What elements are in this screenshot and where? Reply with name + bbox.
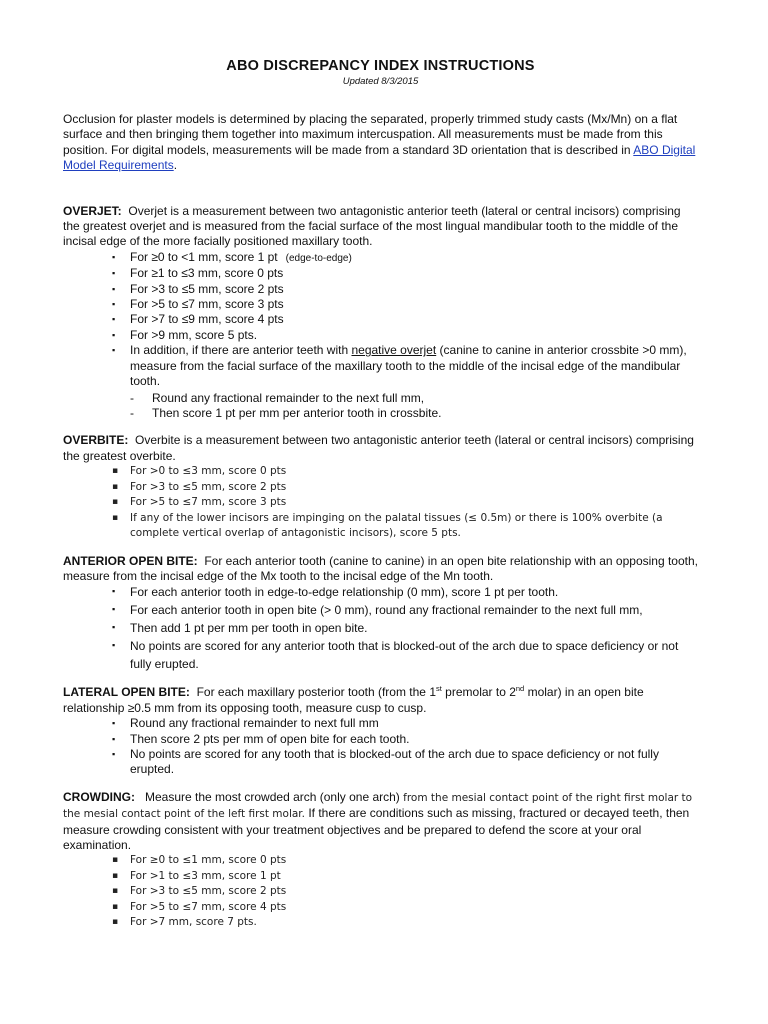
list-item	[112, 327, 698, 343]
list-item	[112, 716, 698, 731]
dash-icon: -	[130, 390, 134, 405]
list-item	[112, 900, 698, 916]
anterior-open-bite-section	[63, 554, 698, 674]
list-item	[112, 602, 698, 620]
bullet-icon: ▪	[112, 886, 119, 897]
list-item-text: For ≥0 to <1 mm, score 1 pt	[130, 249, 278, 264]
list-item	[112, 495, 698, 511]
list-item	[112, 312, 698, 327]
list-item	[112, 343, 698, 421]
bullet-icon: ▪	[112, 314, 116, 325]
bullet-icon: ▪	[112, 497, 119, 508]
overbite-section	[63, 433, 698, 541]
intro-paragraph	[63, 112, 698, 174]
bullet-icon: ▪	[112, 870, 119, 881]
edge-note: (edge-to-edge)	[285, 252, 352, 264]
crowding-description: from the mesial contact point of the right first molar to the mesial contact point of the left first molar.	[63, 791, 693, 821]
overjet-description: Overjet is a measurement between two antagonistic anterior teeth (lateral or central incisors) comprising the greatest overjet and is measured from the facial surface of the most lingual mandibular tooth to the middle of the incisal edge of the more facially positioned maxillary tooth.	[63, 203, 681, 249]
bullet-icon: ▪	[112, 283, 116, 294]
overbite-heading: OVERBITE:	[63, 433, 129, 448]
ordinal-superscript: st	[436, 684, 442, 694]
list-item-text: For >3 to ≤5 mm, score 2 pts	[130, 480, 287, 493]
lateral-open-bite-list	[63, 716, 698, 778]
bullet-icon: ▪	[112, 329, 116, 340]
list-item-text: Then add 1 pt per mm per tooth in open bite.	[130, 621, 368, 636]
list-item	[112, 511, 698, 542]
bullet-icon: ▪	[112, 604, 116, 615]
list-item	[112, 584, 698, 602]
anterior-open-bite-heading: ANTERIOR OPEN BITE:	[63, 553, 198, 568]
bullet-icon: ▪	[112, 917, 119, 928]
list-item	[112, 731, 698, 747]
lateral-open-bite-description: For each maxillary posterior tooth (from the 1	[196, 685, 436, 700]
list-item	[112, 853, 698, 869]
list-item	[112, 747, 698, 778]
bullet-icon: ▪	[112, 622, 116, 633]
list-item-text: For >9 mm, score 5 pts.	[130, 327, 258, 342]
lateral-open-bite-description: molar) in an open bite relationship ≥0.5 mm from its opposing tooth, measure cusp to cusp.	[63, 685, 644, 715]
updated-date: Updated 8/3/2015	[342, 76, 419, 87]
lateral-open-bite-section	[63, 685, 698, 777]
overjet-section	[63, 204, 698, 422]
list-item-text: For >1 to ≤3 mm, score 1 pt	[130, 869, 281, 882]
crowding-description: If there are conditions such as missing, fractured or decayed teeth, then measure crowding consistent with your treatment objectives and be prepared to defend the score at your oral examination.	[63, 806, 690, 853]
bullet-icon: ▪	[112, 901, 119, 912]
list-item-text: For >7 to ≤9 mm, score 4 pts	[130, 312, 284, 327]
lateral-open-bite-heading: LATERAL OPEN BITE:	[63, 685, 190, 700]
bullet-icon: ▪	[112, 586, 116, 597]
list-item-text: (canine to canine in anterior crossbite >0 mm), measure from the facial surface of the maxillary tooth to the middle of the incisal edge of the mandibular tooth.	[130, 343, 687, 389]
bullet-icon: ▪	[112, 299, 116, 310]
list-item-text: In addition, if there are anterior teeth with	[130, 343, 352, 358]
overjet-list	[63, 250, 698, 421]
list-item	[112, 281, 698, 297]
list-item-text: No points are scored for any anterior tooth that is blocked-out of the arch due to space deficiency or not fully erupted.	[130, 638, 679, 671]
bullet-icon: ▪	[112, 268, 116, 279]
list-item-text: For >5 to ≤7 mm, score 4 pts	[130, 900, 287, 913]
crowding-section	[63, 790, 698, 931]
list-item-text: For each anterior tooth in edge-to-edge relationship (0 mm), score 1 pt per tooth.	[130, 585, 559, 600]
page-title: ABO DISCREPANCY INDEX INSTRUCTIONS	[226, 58, 535, 74]
list-item	[112, 480, 698, 496]
negative-overjet-term: negative overjet	[351, 343, 437, 358]
crowding-list	[63, 853, 698, 931]
intro-text: Occlusion for plaster models is determined by placing the separated, properly trimmed study casts (Mx/Mn) on a flat surface and then bringing them together into maximum intercuspation. All measurements must be made from this position. For digital models, measurements will be made from a standard 3D orientation that is described in	[63, 112, 678, 157]
list-item-text: No points are scored for any tooth that is blocked-out of the arch due to space deficiency or not fully erupted.	[130, 747, 659, 777]
list-item	[112, 266, 698, 281]
list-item-text: For ≥0 to ≤1 mm, score 0 pts	[130, 854, 287, 867]
overbite-description: Overbite is a measurement between two antagonistic anterior teeth (lateral or central incisors) comprising the greatest overbite.	[63, 433, 694, 463]
list-item	[112, 638, 698, 674]
list-item-text: Round any fractional remainder to next full mm	[130, 716, 379, 731]
bullet-icon: ▪	[112, 251, 116, 262]
overjet-heading: OVERJET:	[63, 203, 122, 218]
list-item-text: For >3 to ≤5 mm, score 2 pts	[130, 885, 287, 898]
bullet-icon: ▪	[112, 481, 119, 492]
lateral-open-bite-description: premolar to 2	[441, 685, 516, 700]
list-item	[112, 884, 698, 900]
dash-item	[130, 405, 698, 421]
anterior-open-bite-description: For each anterior tooth (canine to canine) in an open bite relationship with an opposing tooth, measure from the incisal edge of the Mx tooth to the incisal edge of the Mn tooth.	[63, 553, 698, 584]
bullet-icon: ▪	[112, 718, 116, 729]
abo-digital-model-link[interactable]: ABO Digital Model Requirements	[63, 142, 696, 173]
list-item-text: For ≥1 to ≤3 mm, score 0 pts	[130, 266, 284, 281]
list-item-text: For >5 to ≤7 mm, score 3 pts	[130, 496, 287, 509]
anterior-open-bite-list	[63, 584, 698, 673]
list-item-text: Then score 2 pts per mm of open bite for each tooth.	[130, 731, 410, 746]
list-item-text: For >3 to ≤5 mm, score 2 pts	[130, 281, 284, 296]
list-item	[112, 249, 698, 266]
intro-after: .	[173, 158, 178, 173]
bullet-icon: ▪	[112, 749, 116, 760]
bullet-icon: ▪	[112, 639, 116, 650]
list-item-text: For >5 to ≤7 mm, score 3 pts	[130, 297, 284, 312]
dash-item	[130, 390, 698, 406]
overjet-dash-list	[130, 391, 698, 422]
bullet-icon: ▪	[112, 345, 116, 356]
list-item-text: For each anterior tooth in open bite (> 0 mm), round any fractional remainder to the next full mm,	[130, 603, 643, 618]
list-item	[112, 915, 698, 931]
bullet-icon: ▪	[112, 512, 119, 523]
crowding-description: Measure the most crowded arch (only one arch)	[145, 789, 400, 804]
bullet-icon: ▪	[112, 855, 119, 866]
crowding-heading: CROWDING:	[63, 789, 135, 804]
list-item	[112, 297, 698, 312]
dash-item-text: Round any fractional remainder to the next full mm,	[152, 390, 425, 405]
overbite-list	[63, 464, 698, 542]
bullet-icon: ▪	[112, 466, 119, 477]
list-item-text: For >7 mm, score 7 pts.	[130, 916, 257, 929]
ordinal-superscript: nd	[515, 684, 525, 694]
list-item	[112, 869, 698, 885]
list-item	[112, 464, 698, 480]
bullet-icon: ▪	[112, 733, 116, 744]
dash-icon: -	[130, 405, 134, 420]
list-item-text: If any of the lower incisors are impinging on the palatal tissues (≤ 0.5m) or there is 100% overbite (a complete vertical overlap of antagonistic incisors), score 5 pts.	[130, 511, 663, 540]
list-item	[112, 620, 698, 638]
list-item-text: For >0 to ≤3 mm, score 0 pts	[130, 465, 287, 478]
dash-item-text: Then score 1 pt per mm per anterior tooth in crossbite.	[152, 405, 442, 420]
